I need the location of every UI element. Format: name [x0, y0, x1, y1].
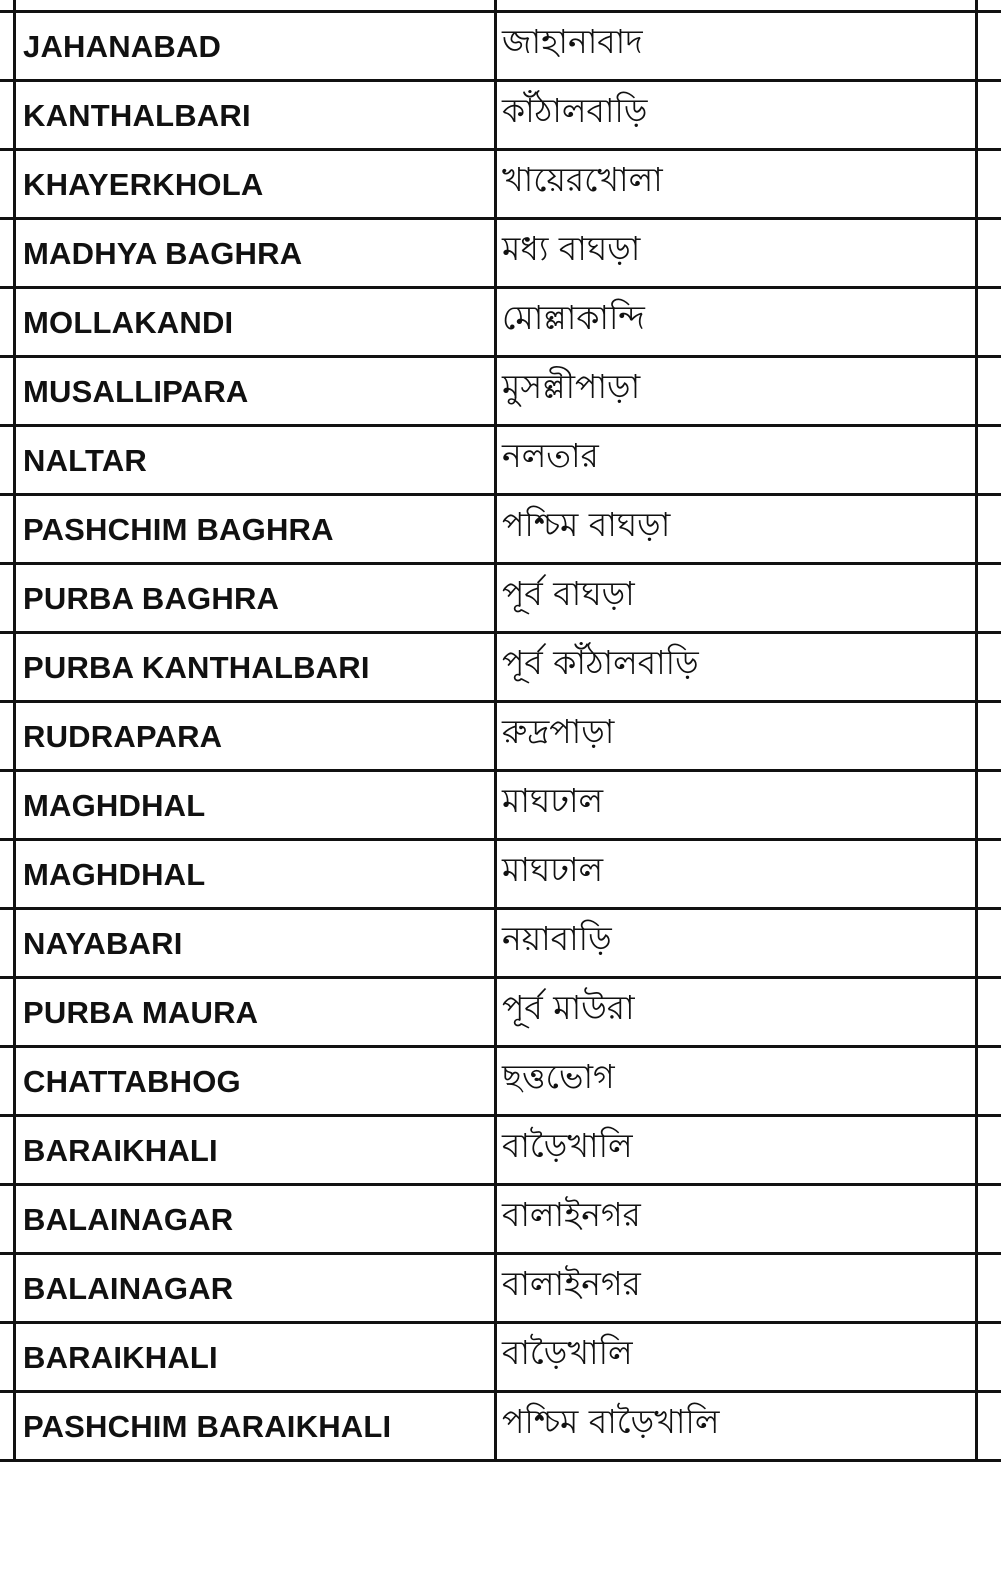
bengali-name-cell: মাঘঢাল	[502, 850, 604, 889]
english-name-cell: RUDRAPARA	[23, 719, 223, 754]
english-name-cell: PASHCHIM BAGHRA	[23, 512, 334, 547]
bengali-name-cell: পূর্ব মাউরা	[502, 988, 635, 1027]
table-row	[0, 841, 1001, 910]
table-row	[0, 910, 1001, 979]
bengali-name-cell: খায়েরখোলা	[502, 160, 663, 199]
bengali-name-cell: বাড়ৈখালি	[502, 1333, 633, 1372]
bengali-name-cell: বাড়ৈখালি	[502, 1126, 633, 1165]
bengali-name-cell: পশ্চিম বাঘড়া	[502, 505, 671, 544]
table-row	[0, 1393, 1001, 1462]
table-row	[0, 1324, 1001, 1393]
bengali-name-cell: মুসল্লীপাড়া	[502, 367, 641, 406]
bengali-name-cell: নলতার	[502, 436, 599, 475]
table-left-border	[13, 0, 16, 1460]
english-name-cell: PURBA KANTHALBARI	[23, 650, 370, 685]
table-row	[0, 427, 1001, 496]
bengali-name-cell: বালাইনগর	[502, 1195, 641, 1234]
bengali-name-cell: মাঘঢাল	[502, 781, 604, 820]
english-name-cell: MOLLAKANDI	[23, 305, 234, 340]
table-row	[0, 13, 1001, 82]
english-name-cell: PURBA BAGHRA	[23, 581, 280, 616]
bengali-name-cell: পূর্ব বাঘড়া	[502, 574, 635, 613]
table-row	[0, 220, 1001, 289]
english-name-cell: BARAIKHALI	[23, 1133, 218, 1168]
english-name-cell: CHATTABHOG	[23, 1064, 241, 1099]
english-name-cell: BALAINAGAR	[23, 1271, 234, 1306]
english-name-cell: MADHYA BAGHRA	[23, 236, 303, 271]
english-name-cell: MAGHDHAL	[23, 857, 206, 892]
table-row	[0, 496, 1001, 565]
bengali-name-cell: মোল্লাকান্দি	[502, 298, 645, 337]
bengali-name-cell: রুদ্রপাড়া	[502, 712, 615, 751]
bengali-name-cell: জাহানাবাদ	[502, 22, 643, 61]
table-row	[0, 289, 1001, 358]
table-row	[0, 151, 1001, 220]
english-name-cell: KANTHALBARI	[23, 98, 251, 133]
english-name-cell: NAYABARI	[23, 926, 183, 961]
table-row	[0, 1117, 1001, 1186]
bengali-name-cell: পশ্চিম বাড়ৈখালি	[502, 1402, 720, 1441]
bengali-name-cell: বালাইনগর	[502, 1264, 641, 1303]
table-row	[0, 772, 1001, 841]
english-name-cell: PASHCHIM BARAIKHALI	[23, 1409, 392, 1444]
english-name-cell: MAGHDHAL	[23, 788, 206, 823]
english-name-cell: PURBA MAURA	[23, 995, 259, 1030]
bengali-name-cell: ছত্তভোগ	[502, 1057, 615, 1096]
table-row	[0, 358, 1001, 427]
bengali-name-cell: মধ্য বাঘড়া	[502, 229, 641, 268]
table-row	[0, 82, 1001, 151]
english-name-cell: KHAYERKHOLA	[23, 167, 264, 202]
bengali-name-cell: কাঁঠালবাড়ি	[502, 91, 648, 130]
table-row	[0, 1255, 1001, 1324]
table-column-divider	[494, 0, 497, 1460]
table-row	[0, 565, 1001, 634]
english-name-cell: NALTAR	[23, 443, 148, 478]
table-right-border	[975, 0, 978, 1460]
table-row	[0, 634, 1001, 703]
english-name-cell: BARAIKHALI	[23, 1340, 218, 1375]
english-name-cell: MUSALLIPARA	[23, 374, 249, 409]
table-row	[0, 979, 1001, 1048]
english-name-cell: JAHANABAD	[23, 29, 222, 64]
table-row	[0, 1186, 1001, 1255]
english-name-cell: BALAINAGAR	[23, 1202, 234, 1237]
table-row	[0, 703, 1001, 772]
table-row	[0, 1048, 1001, 1117]
bengali-name-cell: নয়াবাড়ি	[502, 919, 612, 958]
bengali-name-cell: পূর্ব কাঁঠালবাড়ি	[502, 643, 699, 682]
